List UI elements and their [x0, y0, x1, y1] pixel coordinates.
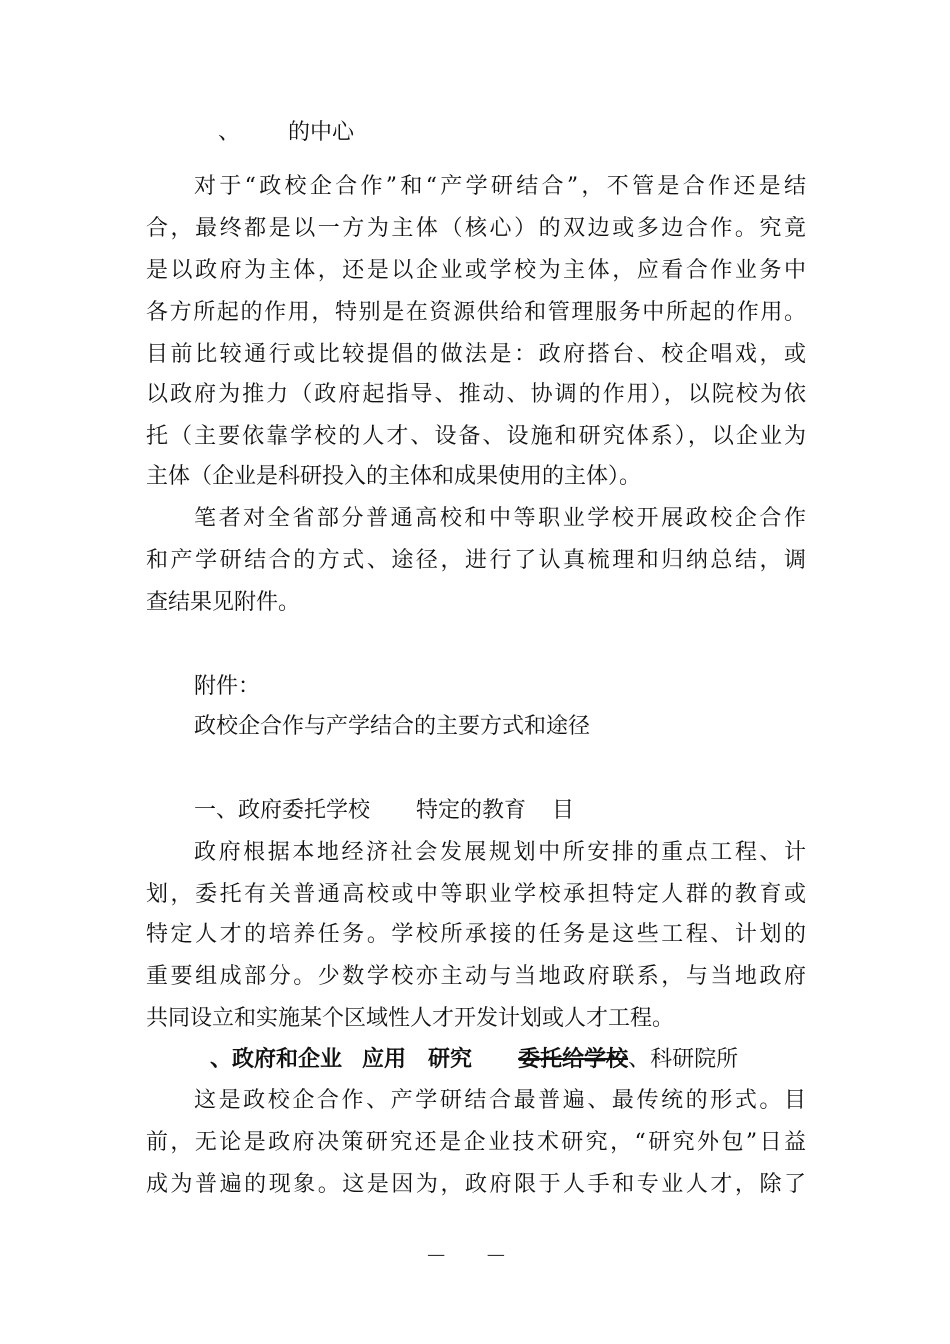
section2-heading-c: 研究 [428, 1046, 473, 1072]
para1-line: 对于“政校企合作”和“产学研结合”，不管是合作还是结 [194, 174, 806, 199]
section1-heading-b: 特定的教育 [416, 798, 527, 823]
para1-line: 主体（企业是科研投入的主体和成果使用的主体）。 [146, 464, 642, 489]
para1-line: 目前比较通行或比较提倡的做法是：政府搭台、校企唱戏，或 [146, 342, 806, 367]
para1-line: 以政府为推力（政府起指导、推动、协调的作用），以院校为依 [146, 382, 806, 407]
section2-heading [210, 1044, 810, 1074]
para1-line: 各方所起的作用，特别是在资源供给和管理服务中所起的作用。 [146, 300, 806, 325]
para4-line: 成为普遍的现象。这是因为，政府限于人手和专业人才，除了 [146, 1172, 806, 1197]
para3-line: 共同设立和实施某个区域性人才开发计划或人才工程。 [146, 1006, 675, 1031]
para4-line: 前，无论是政府决策研究还是企业技术研究，“研究外包”日益 [146, 1130, 806, 1155]
attachment-label: 附件： [194, 674, 261, 699]
para2-line: 和产学研结合的方式、途径，进行了认真梳理和归纳总结，调 [146, 548, 806, 573]
para3-line: 政府根据本地经济社会发展规划中所安排的重点工程、计 [194, 840, 806, 865]
para2-line: 查结果见附件。 [146, 590, 301, 615]
section2-heading-b: 应用 [362, 1046, 407, 1072]
para3-line: 特定人才的培养任务。学校所承接的任务是这些工程、计划的 [146, 922, 806, 947]
section1-heading-a: 一、政府委托学校 [194, 798, 371, 823]
attachment-title: 政校企合作与产学结合的主要方式和途径 [194, 714, 591, 739]
para1-line: 合，最终都是以一方为主体（核心）的双边或多边合作。究竟 [146, 216, 806, 241]
heading-top-mark: 、 [218, 120, 241, 145]
para3-line: 划，委托有关普通高校或中等职业学校承担特定人群的教育或 [146, 882, 806, 907]
section1-heading-c: 目 [552, 798, 575, 823]
section2-heading-e: 、科研院所 [628, 1047, 739, 1072]
section2-heading-d: 委托给学校 [518, 1046, 629, 1072]
heading-top-text: 的中心 [288, 120, 355, 145]
section2-heading-a: 、政府和企业 [210, 1046, 343, 1072]
para1-line: 是以政府为主体，还是以企业或学校为主体，应看合作业务中 [146, 258, 806, 283]
heading-top [218, 118, 830, 148]
para2-line: 笔者对全省部分普通高校和中等职业学校开展政校企合作 [194, 506, 806, 531]
para1-line: 托（主要依靠学校的人才、设备、设施和研究体系），以企业为 [146, 424, 806, 449]
page-footer: — — [427, 1244, 523, 1265]
para4-line: 这是政校企合作、产学研结合最普遍、最传统的形式。目 [194, 1088, 806, 1113]
section1-heading [194, 796, 806, 826]
para3-line: 重要组成部分。少数学校亦主动与当地政府联系，与当地政府 [146, 964, 806, 989]
